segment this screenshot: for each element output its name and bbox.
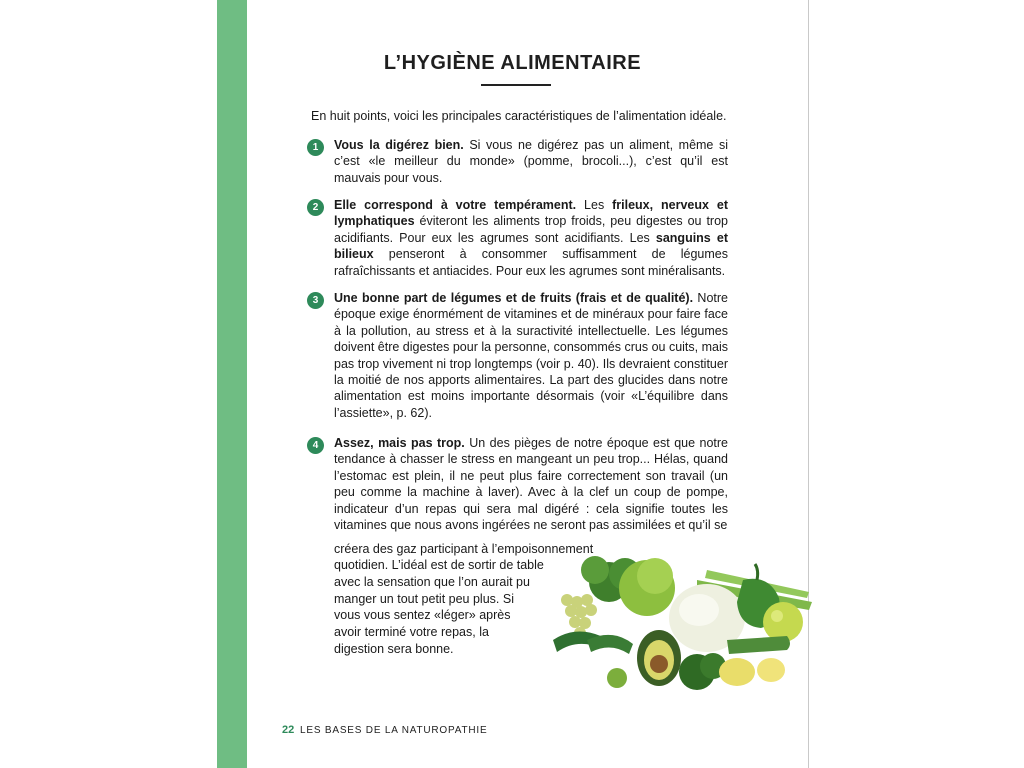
point-4-text: Un des pièges de notre époque est que notre tendance à chasser le stress en mangeant un peu trop... Hélas, quand l’estomac est plein, il ne peut plus faire correctement son travail (un peu comme la machine à laver). Avec à la clef un coup de pompe, indicateur d’un repas qui sera mal digéré : cela signifie toutes les vitamines que nous avons ingérées ne seront pas assimilées et qu’il se [334,436,728,533]
point-4-paragraph [334,435,728,533]
point-4-line: quotidien. L’idéal est de sortir de table [334,558,544,572]
point-1-paragraph [334,137,728,186]
point-number-badge: 3 [307,292,324,309]
point-number-badge: 2 [307,199,324,216]
point-4-line: digestion sera bonne. [334,642,454,656]
point-number-badge: 4 [307,437,324,454]
running-title: LES BASES DE LA NATUROPATHIE [300,725,488,736]
point-4-line: avec la sensation que l’on aurait pu [334,575,530,589]
point-2-text-a: Les [576,198,613,212]
point-4-line: créera des gaz participant à l’empoisonnement [334,542,594,556]
point-2-text-c: penseront à consommer suffisamment de légumes rafraîchissants et antiacides. Pour eux les agrumes sont minéralisants. [334,247,728,278]
point-2-paragraph [334,197,728,279]
point-1-lead: Vous la digérez bien. [334,138,464,152]
page-side-band [217,0,247,768]
title-underline [481,84,551,86]
point-3-lead: Une bonne part de légumes et de fruits (frais et de qualité). [334,291,694,305]
point-2-text-b: éviteront les aliments trop froids, peu digestes ou trop acidifiants. Pour eux les agrumes sont acidifiants. Les [334,214,728,245]
point-4-line: manger un tout petit peu plus. Si [334,592,514,606]
point-4-line: vous vous sentez «léger» après [334,608,511,622]
point-2-highlight-b: sanguins et bilieux [334,230,728,262]
green-vegetables-image [547,540,817,700]
page-title: L’HYGIÈNE ALIMENTAIRE [383,52,642,74]
point-2-lead: Elle correspond à votre tempérament. [334,198,577,212]
point-1-text: Si vous ne digérez pas un aliment, même si c’est «le meilleur du monde» (pomme, brocoli...), c’est qu’il est mauvais pour vous. [334,138,728,185]
point-4-lead: Assez, mais pas trop. [334,436,465,450]
intro-paragraph: En huit points, voici les principales caractéristiques de l’alimentation idéale. [311,109,727,123]
point-4-line: avoir terminé votre repas, la [334,625,489,639]
point-3-text: Notre époque exige énormément de vitamines et de minéraux pour faire face à la pollution, au stress et à la suractivité intellectuelle. Les légumes doivent être digestes pour la personne, consommés crus ou cuits, mais pas trop vivement ni trop longtemps (voir p. 40). Ils devraient constituer la moitié de nos apports alimentaires. La part des glucides dans notre alimentation est moins importante désormais (voir «L’équilibre dans l’assiette», p. 62). [334,291,728,420]
book-page [217,0,809,768]
page-number: 22 [282,724,295,736]
point-2-highlight-a: frileux, nerveux et lymphatiques [334,198,728,229]
point-number-badge: 1 [307,139,324,156]
point-3-paragraph [334,290,728,421]
